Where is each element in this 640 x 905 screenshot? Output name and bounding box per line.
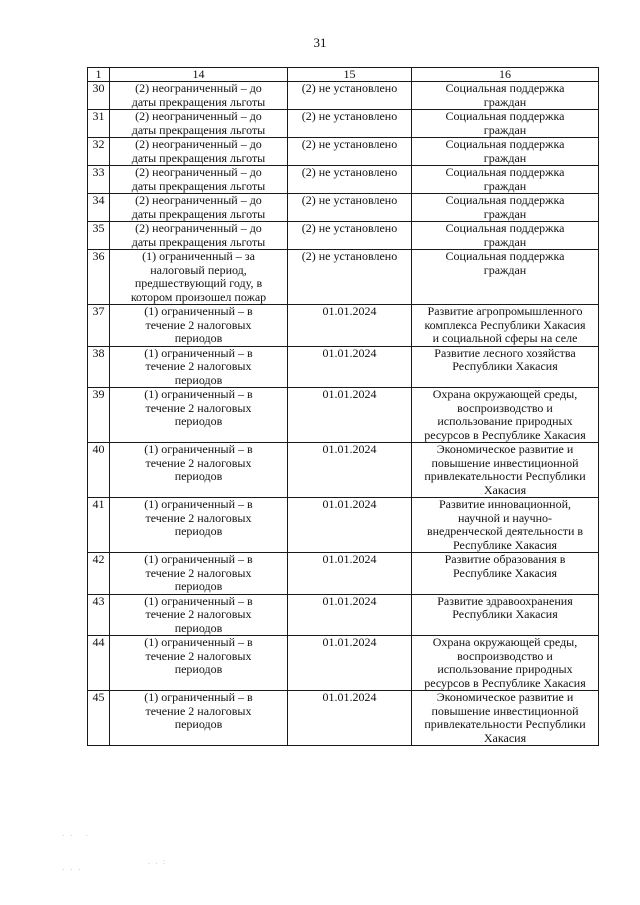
table-row: [88, 250, 599, 305]
date-text: 01.01.2024: [322, 552, 377, 566]
term-text: (1) ограниченный – в течение 2 налоговых периодов: [144, 552, 253, 593]
table-row: [88, 636, 599, 691]
date-cell: [288, 553, 412, 595]
scan-artifact: . . :: [148, 858, 167, 866]
date-text: (2) не установлено: [301, 109, 398, 123]
scan-artifact: · · ·: [62, 832, 90, 840]
page-number: 31: [313, 35, 327, 50]
date-cell: [288, 194, 412, 222]
row-number: 32: [88, 138, 110, 166]
date-text: 01.01.2024: [322, 497, 377, 511]
table-body: [88, 82, 599, 746]
date-text: (2) не установлено: [301, 221, 398, 235]
term-cell: [110, 194, 288, 222]
term-text: (1) ограниченный – за налоговый период, предшествующий году, в котором произошел пожар: [130, 249, 267, 304]
term-cell: [110, 305, 288, 347]
date-text: (2) не установлено: [301, 193, 398, 207]
program-cell: [412, 346, 599, 388]
row-number: 36: [88, 250, 110, 305]
table-header: [88, 68, 599, 82]
date-cell: [288, 443, 412, 498]
program-cell: [412, 498, 599, 553]
date-cell: [288, 594, 412, 636]
term-text: (1) ограниченный – в течение 2 налоговых периодов: [144, 387, 253, 428]
date-text: 01.01.2024: [322, 690, 377, 704]
term-cell: [110, 388, 288, 443]
program-cell: [412, 222, 599, 250]
term-cell: [110, 222, 288, 250]
table-row: [88, 553, 599, 595]
program-cell: [412, 691, 599, 746]
term-cell: [110, 166, 288, 194]
date-text: 01.01.2024: [322, 635, 377, 649]
program-text: Развитие инновационной, научной и научно- внедренческой деятельности в Республике Хакасия: [426, 497, 584, 552]
term-text: (2) неограниченный – до даты прекращения льготы: [131, 193, 266, 221]
date-text: (2) не установлено: [301, 81, 398, 95]
date-cell: [288, 166, 412, 194]
term-text: (2) неограниченный – до даты прекращения льготы: [131, 81, 266, 109]
scan-artifact: · · ·: [62, 866, 83, 874]
row-number: 39: [88, 388, 110, 443]
table-row: [88, 346, 599, 388]
date-cell: [288, 346, 412, 388]
date-cell: [288, 138, 412, 166]
row-number: 45: [88, 691, 110, 746]
date-cell: [288, 388, 412, 443]
term-text: (1) ограниченный – в течение 2 налоговых периодов: [144, 345, 253, 387]
term-cell: [110, 138, 288, 166]
date-cell: [288, 691, 412, 746]
program-cell: [412, 110, 599, 138]
row-number: 37: [88, 305, 110, 347]
row-number: 44: [88, 636, 110, 691]
row-number: 30: [88, 82, 110, 110]
program-cell: [412, 138, 599, 166]
term-cell: [110, 346, 288, 388]
table-row: [88, 110, 599, 138]
term-cell: [110, 250, 288, 305]
header-row: [88, 68, 599, 82]
row-number: 31: [88, 110, 110, 138]
row-number: 38: [88, 346, 110, 388]
term-cell: [110, 636, 288, 691]
program-text: Экономическое развитие и повышение инвестиционной привлекательности Республики Хакасия: [424, 442, 586, 497]
term-cell: [110, 553, 288, 595]
program-text: Социальная поддержка граждан: [445, 165, 565, 193]
table-row: [88, 166, 599, 194]
term-cell: [110, 594, 288, 636]
row-number: 41: [88, 498, 110, 553]
table-row: [88, 82, 599, 110]
term-text: (1) ограниченный – в течение 2 налоговых периодов: [144, 690, 253, 731]
date-cell: [288, 636, 412, 691]
row-number: 43: [88, 594, 110, 636]
program-text: Развитие агропромышленного комплекса Республики Хакасия и социальной сферы на селе: [424, 304, 586, 345]
benefits-table: [87, 67, 599, 746]
header-col-16: 16: [412, 68, 599, 82]
table-row: [88, 498, 599, 553]
term-cell: [110, 110, 288, 138]
table-row: [88, 691, 599, 746]
date-text: (2) не установлено: [301, 137, 398, 151]
header-col-14: 14: [110, 68, 288, 82]
program-text: Развитие здравоохранения Республики Хакасия: [437, 593, 573, 621]
date-cell: [288, 250, 412, 305]
term-cell: [110, 443, 288, 498]
program-text: Экономическое развитие и повышение инвестиционной привлекательности Республики Хакасия: [424, 690, 586, 745]
date-cell: [288, 222, 412, 250]
program-cell: [412, 166, 599, 194]
term-text: (2) неограниченный – до даты прекращения льготы: [131, 137, 266, 165]
program-cell: [412, 82, 599, 110]
term-cell: [110, 82, 288, 110]
table-row: [88, 388, 599, 443]
program-cell: [412, 594, 599, 636]
term-text: (2) неограниченный – до даты прекращения льготы: [131, 109, 266, 137]
table-row: [88, 594, 599, 636]
program-cell: [412, 194, 599, 222]
program-text: Социальная поддержка граждан: [445, 137, 565, 165]
program-cell: [412, 250, 599, 305]
term-cell: [110, 691, 288, 746]
row-number: 40: [88, 443, 110, 498]
row-number: 33: [88, 166, 110, 194]
term-text: (2) неограниченный – до даты прекращения льготы: [131, 165, 266, 193]
date-cell: [288, 110, 412, 138]
program-text: Развитие образования в Республике Хакасия: [444, 552, 566, 580]
term-text: (1) ограниченный – в течение 2 налоговых периодов: [144, 442, 253, 483]
program-cell: [412, 553, 599, 595]
program-text: Социальная поддержка граждан: [445, 81, 565, 109]
program-cell: [412, 305, 599, 347]
row-number: 35: [88, 222, 110, 250]
row-number: 42: [88, 553, 110, 595]
table-row: [88, 194, 599, 222]
term-text: (1) ограниченный – в течение 2 налоговых периодов: [144, 635, 253, 676]
program-text: Социальная поддержка граждан: [445, 221, 565, 249]
date-cell: [288, 498, 412, 553]
date-text: (2) не установлено: [301, 165, 398, 179]
term-text: (1) ограниченный – в течение 2 налоговых периодов: [144, 593, 253, 635]
term-text: (1) ограниченный – в течение 2 налоговых периодов: [144, 304, 253, 345]
program-text: Охрана окружающей среды, воспроизводство и использование природных ресурсов в Республике Хакасия: [424, 387, 586, 442]
program-text: Развитие лесного хозяйства Республики Хакасия: [434, 345, 576, 373]
header-col-15: 15: [288, 68, 412, 82]
program-text: Социальная поддержка граждан: [445, 249, 565, 277]
date-text: 01.01.2024: [322, 387, 377, 401]
term-text: (2) неограниченный – до даты прекращения льготы: [131, 221, 266, 249]
program-text: Социальная поддержка граждан: [445, 193, 565, 221]
date-text: (2) не установлено: [301, 249, 398, 263]
program-text: Охрана окружающей среды, воспроизводство и использование природных ресурсов в Республике Хакасия: [424, 635, 586, 690]
date-cell: [288, 305, 412, 347]
program-cell: [412, 443, 599, 498]
program-text: Социальная поддержка граждан: [445, 109, 565, 137]
date-text: 01.01.2024: [322, 442, 377, 456]
program-cell: [412, 636, 599, 691]
table-row: [88, 138, 599, 166]
term-text: (1) ограниченный – в течение 2 налоговых периодов: [144, 497, 253, 538]
date-text: 01.01.2024: [322, 593, 377, 608]
table-row: [88, 305, 599, 347]
row-number: 34: [88, 194, 110, 222]
table-row: [88, 443, 599, 498]
date-cell: [288, 82, 412, 110]
table-row: [88, 222, 599, 250]
date-text: 01.01.2024: [322, 304, 377, 318]
term-cell: [110, 498, 288, 553]
date-text: 01.01.2024: [322, 345, 377, 360]
header-col-1: 1: [88, 68, 110, 82]
program-cell: [412, 388, 599, 443]
